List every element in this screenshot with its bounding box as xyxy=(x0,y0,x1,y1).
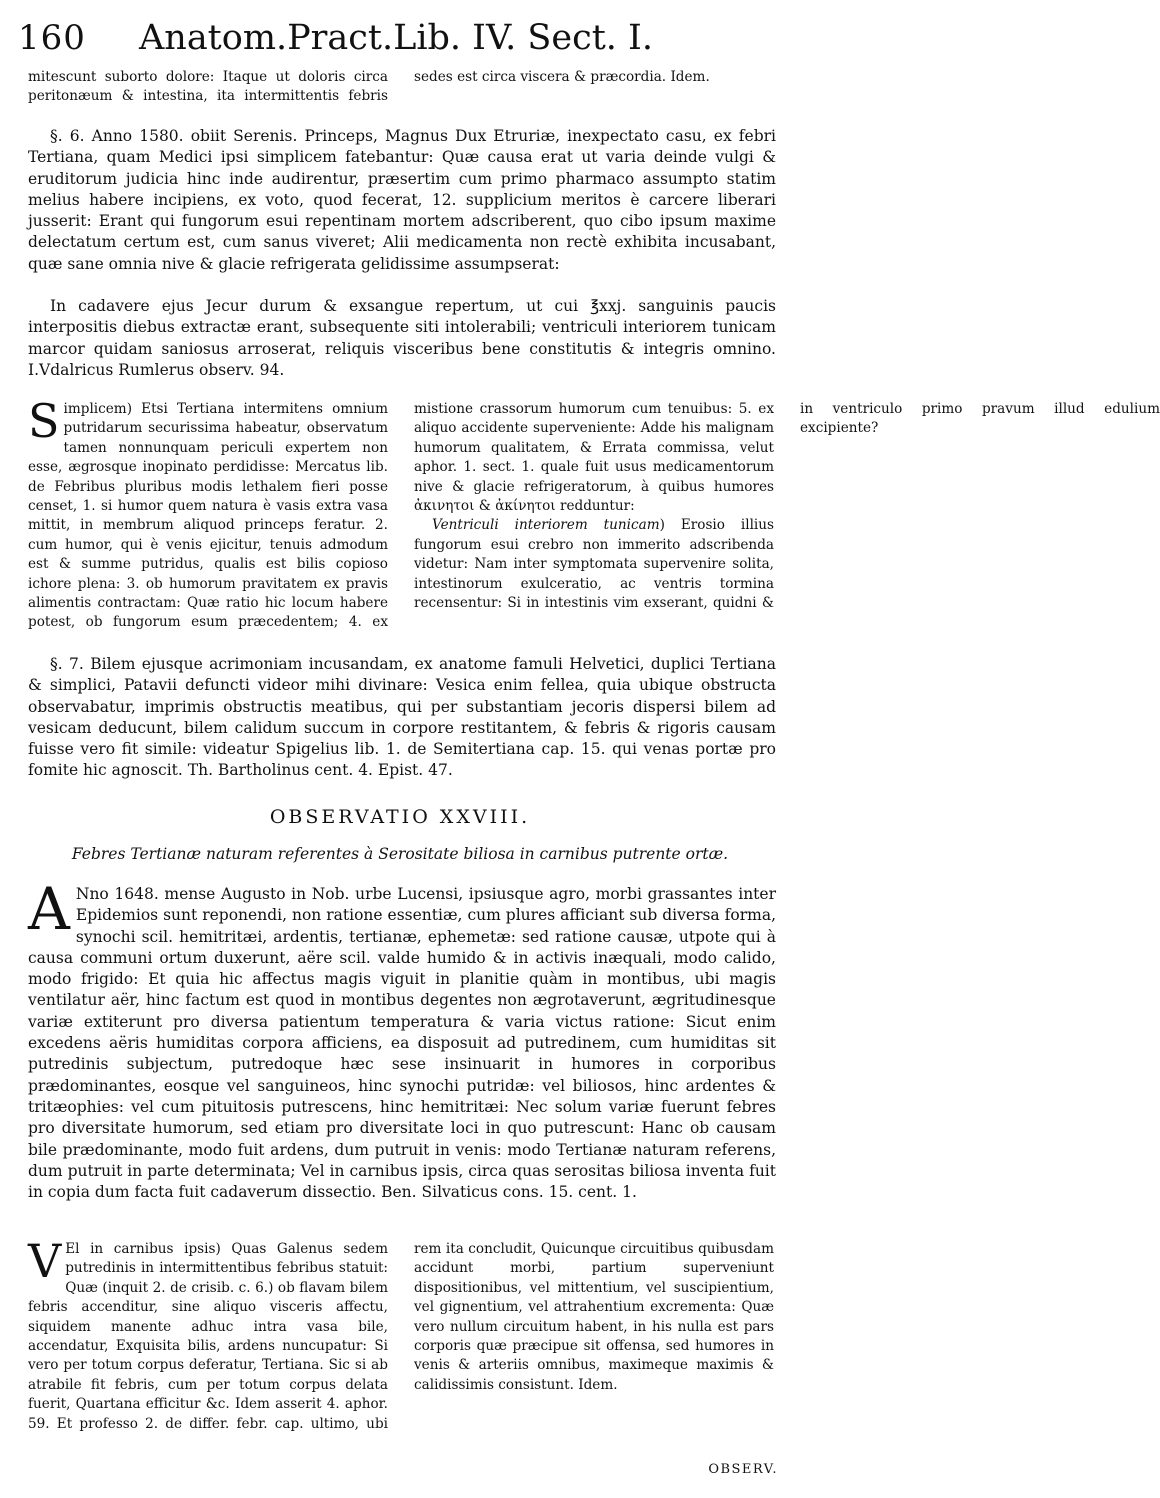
observatio-text: Nno 1648. mense Augusto in Nob. urbe Lucensi, ipsiusque agro, morbi grassantes inter Epidemios sunt reponendi, non ratione essentiæ, cum plures afficiant sub diversa forma, synochi scil. hemitritæi, ardentis, tertianæ, ephemetæ: sed ratione causæ, utpote qui à causa communi ortum duxerunt, aëre scil. valde humido & in activis inæquali, modo calido, modo frigido: Et quia hic affectus magis viguit in planitie quàm in montibus, ubi magis ventilatur aër, hinc factum est quod in montibus degentes non ægrotaverunt, ægritudinesque variæ extiterunt pro diversa patientum temperatura & varia victus ratione: Sicut enim excedens aëris humiditas corpora afficiens, ea disposuit ad putredinem, cum humiditas sit putredinis subjectum, putredoque hæc sese insinuarit in humores in corporibus prædominantes, eosque vel sanguineos, hinc synochi putridæ: vel biliosos, hinc ardentes & tritæophies: vel cum pituitosis putrescens, hinc hemitritæi: Nec solum variæ fuerunt febres pro diversitate humorum, sed etiam pro diversitate loci in quo putrescunt: Hanc ob causam bile prædominante, modo fuit ardens, dum putruit in venis: modo Tertianæ naturam referens, dum putruit in parte determinata; Vel in carnibus ipsis, circa quas serositas biliosa inventa fuit in copia dum facta fuit cadaverum dissectio. Ben. Silvaticus cons. 15. cent. 1. xyxy=(28,885,776,1202)
section-6-text: §. 6. Anno 1580. obiit Serenis. Princeps, Magnus Dux Etruriæ, inexpectato casu, ex febri Tertiana, quam Medici ipsi simplicem fatebantur: Quæ causa erat ut varia deinde vulgi & eruditorum judicia hinc inde audirentur, præsertim cum primo pharmaco assumpto statim melius habere incipiens, ex voto, quod fecerat, 12. supplicium meritos è carcere liberari jusserit: Erant qui fungorum esui repentinam mortem adscriberent, quo cibo ipsum maxime delectatum certum est, cum sanus viveret; Alii medicamenta non rectè exhibita incusabant, quæ sane omnia nive & glacie refrigerata gelidissime assumpserat: xyxy=(28,127,776,273)
commentary-2 xyxy=(28,1234,774,1440)
observatio-body xyxy=(28,875,776,1203)
commentary-1-text: implicem) Etsi Tertiana intermitens omnium putridarum securissima habeatur, observatum tamen nonnunquam periculi expertem non esse, ægrosque inopinato perdidisse: Mercatus lib. de Febribus pluribus modis lethalem fieri posse censet, 1. si humor quem natura è vasis extra vasa mittit, in membrum aliquod princeps feratur. 2. cum humor, qui è venis ejicitur, tenuis admodum est & summe putridus, qualis est bilis copioso ichore plena: 3. ob humorum pravitatem ex pravis alimentis contractam: Quæ ratio hic locum habere potest, ob fungorum esum præcedentem; 4. ex mistione crassorum humorum cum tenuibus: 5. ex aliquo accidente superveniente: Adde his malignam humorum qualitatem, & Errata commissa, velut aphor. 1. sect. 1. quale fuit usus medicamentorum nive & glacie refrigeratorum, à quibus humores ἀκινητοι & ἀκίνητοι redduntur: xyxy=(28,401,774,631)
section-6-cadaver: In cadavere ejus Jecur durum & exsangue repertum, ut cui ℥xxj. sanguinis paucis interpositis diebus extractæ erant, subsequente siti intolerabili; ventriculi interiorem tunicam marcor quidam saniosus arroserat, reliquis visceribus bene constitutis & integris omnino. I.Vdalricus Rumlerus observ. 94. xyxy=(28,297,776,379)
commentary-2-text: El in carnibus ipsis) Quas Galenus sedem putredinis in intermittentibus febribus statuit: Quæ (inquit 2. de crisib. c. 6.) ob flavam bilem febris accenditur, sine aliquo visceris affectu, siquidem manente adhuc intra vasa bile, accendatur, Exquisita bilis, ardens nuncupatur: Si vero per totum corpus deferatur, Tertiana. Sic si ab atrabile fit febris, cum per totum corpus delata fuerit, Quartana efficitur &c. Idem asserit 4. aphor. 59. Et professo 2. de differ. febr. cap. ultimo, ubi rem ita concludit, Quicunque circuitibus quibusdam accidunt morbi, partium superveniunt dispositionibus, vel mittentium, vel suscipientium, vel gignentium, vel attrahentium excrementa: Quæ vero nullum circuitum habent, in his nulla est pars corporis quæ præcipue sit offensa, sed humores in venis & arteriis omnibus, maximeque maximis & calidissimis consistunt. Idem. xyxy=(28,1241,774,1432)
section-7-text: §. 7. Bilem ejusque acrimoniam incusandam, ex anatome famuli Helvetici, duplici Tertiana & simplici, Patavii defuncti videor mihi divinare: Vesica enim fellea, quia ubique obstructa observabatur, imprimis obstructis meatibus, qui per substantiam jecoris dispersi bilem ad vesicam deducunt, bilem calidum succum in corpore restitantem, & febris & rigoris causam fuisse vero fit simile: videatur Spigelius lib. 1. de Semitertiana cap. 15. qui venas portæ pro fomite hic agnoscit. Th. Bartholinus cent. 4. Epist. 47. xyxy=(28,655,776,780)
commentary-1-second-text: ) Erosio illius fungorum esui crebro non immerito adscribenda videtur: Nam inter symptomata supervenire solita, intestinorum exulceratio, ac ventris tormina recensentur: Si in intestinis vim exserant, quidni & in ventriculo primo pravum illud edulium excipiente? xyxy=(414,401,1160,612)
page-number: 160 xyxy=(18,18,86,58)
running-head xyxy=(18,18,788,70)
top-note: mitescunt suborto dolore: Itaque ut doloris circa peritonæum & intestina, ita intermittentis febris sedes est circa viscera & præcordia. Idem. xyxy=(28,69,710,105)
running-title: Anatom.Pract.Lib. IV. Sect. I. xyxy=(139,18,653,58)
observatio-heading: OBSERVATIO XXVIII. xyxy=(269,806,531,828)
observatio-dropcap: A xyxy=(28,875,70,943)
observatio-subtitle: Febres Tertianæ naturam referentes à Serositate biliosa in carnibus putrente ortæ. xyxy=(71,845,729,863)
commentary-1-dropcap: S xyxy=(28,394,60,448)
commentary-2-dropcap: V xyxy=(28,1234,62,1288)
commentary-1-second-lead: Ventriculi interiorem tunicam xyxy=(432,517,660,534)
commentary-1 xyxy=(28,394,1160,638)
catchword: OBSERV. xyxy=(708,1462,778,1477)
